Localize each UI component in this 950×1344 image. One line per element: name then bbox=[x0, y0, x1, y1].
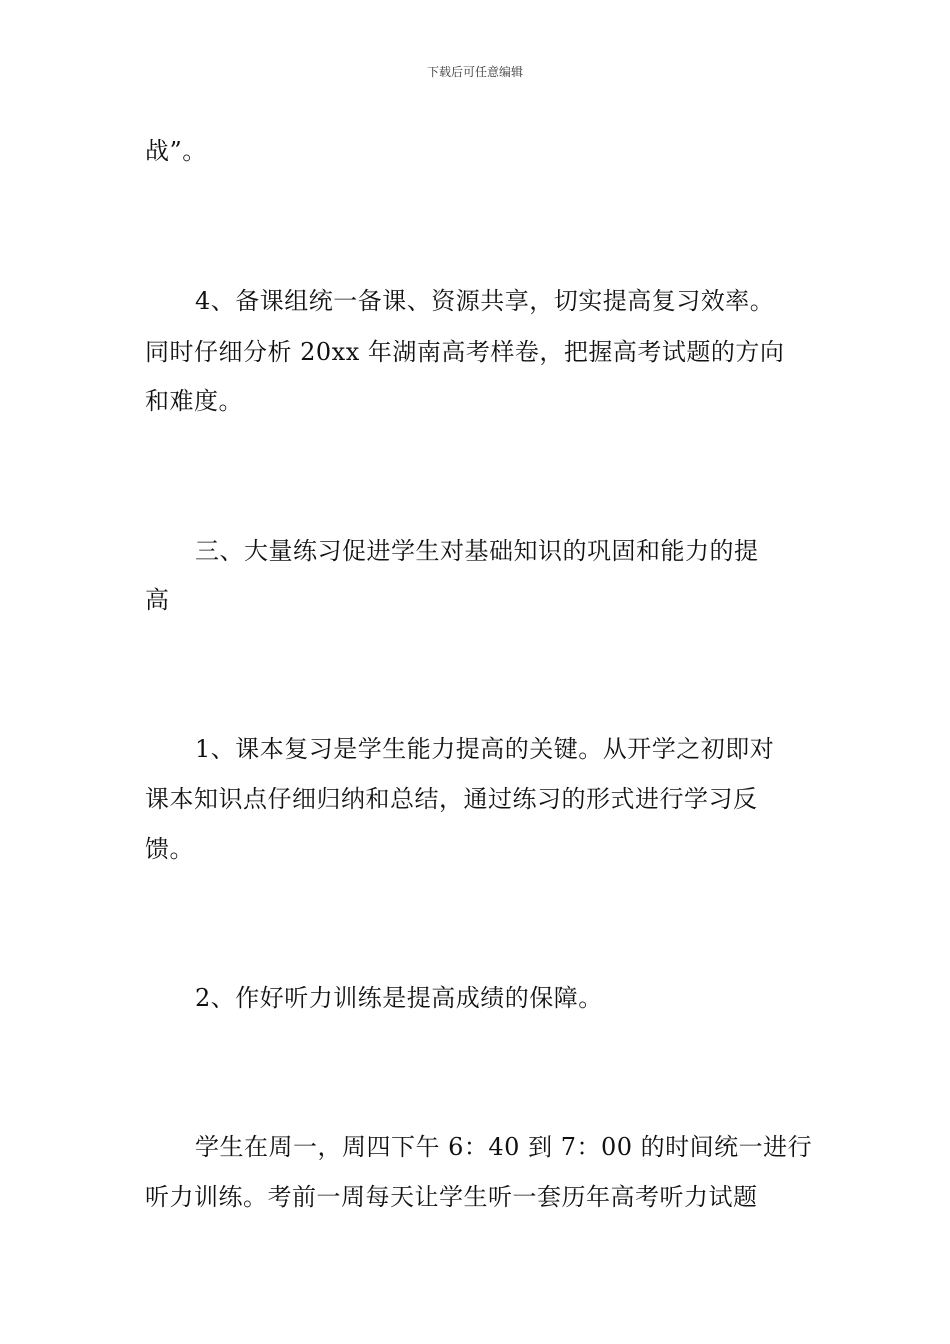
text-line: 课本知识点仔细归纳和总结，通过练习的形式进行学习反 bbox=[145, 785, 758, 813]
text-line: 战”。 bbox=[145, 137, 207, 165]
paragraph-first-line: 4、备课组统一备课、资源共享，切实提高复习效率。 bbox=[195, 287, 775, 315]
text-line: 馈。 bbox=[145, 835, 194, 863]
paragraph-first-line: 2、作好听力训练是提高成绩的保障。 bbox=[195, 984, 603, 1012]
paragraph-first-line: 学生在周一，周四下午 6：40 到 7：00 的时间统一进行 bbox=[195, 1133, 813, 1161]
section-heading-continued: 高 bbox=[145, 586, 170, 614]
page-header-note: 下载后可任意编辑 bbox=[426, 65, 523, 79]
paragraph-first-line: 1、课本复习是学生能力提高的关键。从开学之初即对 bbox=[195, 735, 775, 763]
text-line: 和难度。 bbox=[145, 387, 243, 415]
text-line: 同时仔细分析 20xx 年湖南高考样卷，把握高考试题的方向 bbox=[145, 338, 785, 366]
text-line: 听力训练。考前一周每天让学生听一套历年高考听力试题 bbox=[145, 1183, 758, 1211]
section-heading: 三、大量练习促进学生对基础知识的巩固和能力的提 bbox=[195, 537, 759, 565]
